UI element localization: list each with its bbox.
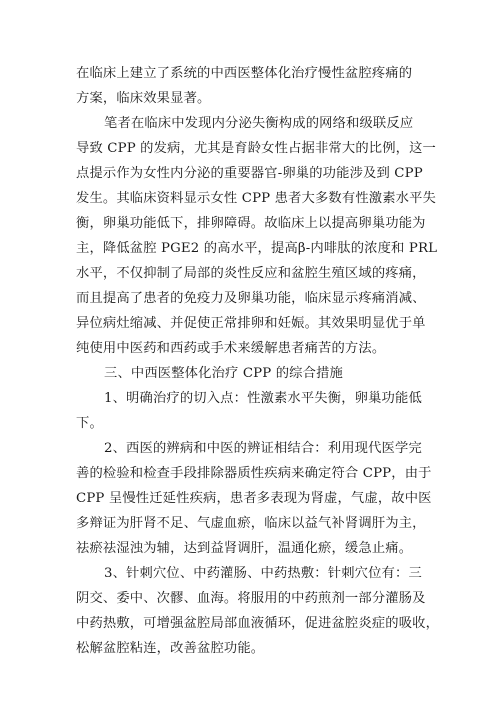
- text-line: 导致 CPP 的发病，尤其是育龄女性占据非常大的比例，这一: [76, 141, 436, 156]
- text-line: 在临床上建立了系统的中西医整体化治疗慢性盆腔疼痛的: [76, 66, 413, 81]
- text-line: 下。: [76, 416, 103, 431]
- text-line: 主，降低盆腔 PGE2 的高水平，提高β-内啡肽的浓度和 PRL: [76, 241, 438, 256]
- section-heading: 三、中西医整体化治疗 CPP 的综合措施: [104, 366, 343, 381]
- text-line: 祛瘀祛湿浊为辅，达到益肾调肝，温通化瘀，缓急止痛。: [76, 541, 413, 556]
- text-line: 多辩证为肝肾不足、气虚血瘀，临床以益气补肾调肝为主，: [76, 516, 426, 531]
- text-line: 中药热敷，可增强盆腔局部血液循环，促进盆腔炎症的吸收，: [76, 616, 440, 631]
- paragraph-start-line: 3、针刺穴位、中药灌肠、中药热敷：针刺穴位有：三: [104, 566, 422, 581]
- text-line: CPP 呈慢性迁延性疾病，患者多表现为肾虚，气虚，故中医: [76, 491, 432, 506]
- paragraph-start-line: 笔者在临床中发现内分泌失衡构成的网络和级联反应: [104, 116, 414, 131]
- text-line: 松解盆腔粘连，改善盆腔功能。: [76, 641, 265, 656]
- text-line: 善的检验和检查手段排除器质性疾病来确定符合 CPP，由于: [76, 466, 432, 481]
- text-line: 方案，临床效果显著。: [76, 91, 211, 106]
- text-line: 点提示作为女性内分泌的重要器官-卵巢的功能涉及到 CPP: [76, 166, 423, 181]
- text-line: 发生。其临床资料显示女性 CPP 患者大多数有性激素水平失: [76, 191, 436, 206]
- paragraph-start-line: 1、明确治疗的切入点：性激素水平失衡，卵巢功能低: [104, 391, 422, 406]
- paragraph-start-line: 2、西医的辨病和中医的辨证相结合：利用现代医学完: [104, 441, 422, 456]
- text-line: 阴交、委中、次髎、血海。将服用的中药煎剂一部分灌肠及: [76, 591, 426, 606]
- text-line: 纯使用中医药和西药或手术来缓解患者痛苦的方法。: [76, 341, 386, 356]
- text-line: 水平，不仅抑制了局部的炎性反应和盆腔生殖区域的疼痛，: [76, 266, 426, 281]
- text-line: 衡，卵巢功能低下，排卵障碍。故临床上以提高卵巢功能为: [76, 216, 426, 231]
- text-line: 而且提高了患者的免疫力及卵巢功能，临床显示疼痛消减、: [76, 291, 426, 306]
- text-line: 异位病灶缩减、并促使正常排卵和妊娠。其效果明显优于单: [76, 316, 426, 331]
